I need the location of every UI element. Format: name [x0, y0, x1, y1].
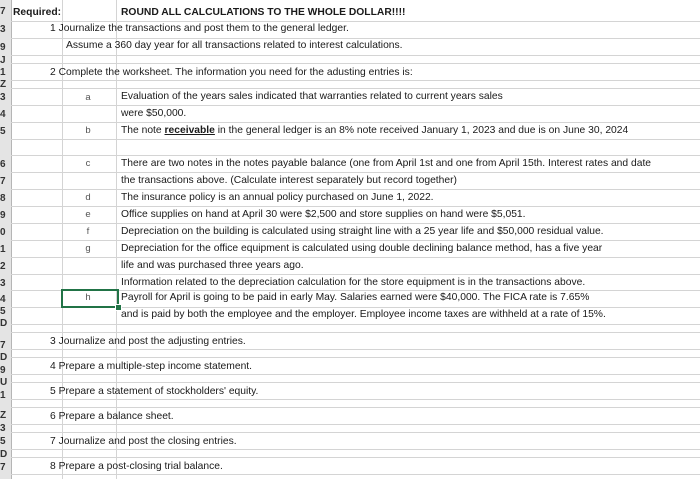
grid-row-line: [11, 80, 700, 81]
adjustment-letter-b[interactable]: b: [85, 125, 91, 136]
adjustment-h-line-2[interactable]: and is paid by both the employee and the employer. Employee income taxes are withheld at a rate of 15%.: [121, 309, 606, 320]
adjustment-letter-h[interactable]: h: [85, 292, 91, 303]
row-number[interactable]: 1: [0, 390, 6, 401]
row-number[interactable]: 7: [0, 6, 6, 17]
grid-row-line: [11, 122, 700, 123]
row-number[interactable]: 0: [0, 227, 6, 238]
row-number[interactable]: 7: [0, 462, 6, 473]
adjustment-letter-f[interactable]: f: [86, 226, 90, 237]
rounding-note[interactable]: ROUND ALL CALCULATIONS TO THE WHOLE DOLLAR!!!!: [121, 7, 406, 18]
row-number[interactable]: 9: [0, 365, 6, 376]
row-number[interactable]: 7: [0, 176, 6, 187]
task-3[interactable]: 3 Journalize and post the adjusting entries.: [50, 336, 246, 347]
adjustment-b-text-1: The note: [121, 125, 165, 136]
adjustment-b-text-2: in the general ledger is an 8% note received January 1, 2023 and due is on June 30, 2024: [214, 125, 629, 136]
adjustment-g-line-2[interactable]: life and was purchased three years ago.: [121, 260, 304, 271]
grid-row-line: [11, 55, 700, 56]
row-number[interactable]: Z: [0, 410, 7, 421]
grid-row-line: [11, 382, 700, 383]
row-number[interactable]: 7: [0, 340, 6, 351]
row-number[interactable]: D: [0, 318, 8, 329]
grid-row-line: [11, 449, 700, 450]
row-number[interactable]: 8: [0, 193, 6, 204]
row-number[interactable]: 1: [0, 244, 6, 255]
adjustment-d-line-1[interactable]: The insurance policy is an annual policy purchased on June 1, 2022.: [121, 192, 434, 203]
task-7[interactable]: 7 Journalize and post the closing entries.: [50, 436, 237, 447]
grid-row-line: [11, 105, 700, 106]
grid-row-line: [11, 474, 700, 475]
task-8[interactable]: 8 Prepare a post-closing trial balance.: [50, 461, 223, 472]
row-number[interactable]: 3: [0, 24, 6, 35]
grid-row-line: [11, 424, 700, 425]
task-4[interactable]: 4 Prepare a multiple-step income statement.: [50, 361, 253, 372]
grid-row-line: [11, 374, 700, 375]
row-number[interactable]: D: [0, 352, 8, 363]
row-number[interactable]: 5: [0, 126, 6, 137]
grid-row-line: [11, 357, 700, 358]
adjustment-c-line-1[interactable]: There are two notes in the notes payable balance (one from April 1st and one from April 15th. Interest rates and date: [121, 158, 652, 169]
adjustment-h-line-1[interactable]: Payroll for April is going to be paid in early May. Salaries earned were $40,000. The FICA rate is 7.65%: [121, 292, 590, 303]
grid-row-line: [11, 332, 700, 333]
required-heading[interactable]: Required:: [13, 7, 62, 18]
row-number[interactable]: J: [0, 55, 6, 66]
adjustment-f-line-1[interactable]: Depreciation on the building is calculated using straight line with a 25 year life and $50,000 residual value.: [121, 226, 604, 237]
row-number[interactable]: D: [0, 449, 8, 460]
row-number[interactable]: 9: [0, 42, 6, 53]
row-number[interactable]: Z: [0, 79, 7, 90]
receivable-emphasis: receivable: [164, 125, 215, 136]
adjustment-e-line-1[interactable]: Office supplies on hand at April 30 were $2,500 and store supplies on hand were $5,051.: [121, 209, 526, 220]
adjustment-letter-g[interactable]: g: [85, 243, 91, 254]
task-1[interactable]: 1 Journalize the transactions and post them to the general ledger.: [50, 23, 349, 34]
grid-row-line: [11, 432, 700, 433]
adjustment-g-line-1[interactable]: Depreciation for the office equipment is calculated using double declining balance method, has a five year: [121, 243, 603, 254]
adjustment-a-line-2[interactable]: were $50,000.: [121, 108, 187, 119]
row-number[interactable]: 4: [0, 294, 6, 305]
task-2[interactable]: 2 Complete the worksheet. The information you need for the adusting entries is:: [50, 67, 413, 78]
grid-row-line: [11, 172, 700, 173]
grid-row-line: [11, 88, 700, 89]
adjustment-b-line-1[interactable]: [121, 124, 628, 137]
row-number[interactable]: U: [0, 377, 8, 388]
grid-row-line: [11, 139, 700, 140]
task-1-note[interactable]: Assume a 360 day year for all transactions related to interest calculations.: [66, 40, 403, 51]
row-number[interactable]: 3: [0, 278, 6, 289]
grid-row-line: [11, 206, 700, 207]
row-number[interactable]: 9: [0, 210, 6, 221]
adjustment-letter-c[interactable]: c: [85, 158, 91, 169]
row-number[interactable]: 5: [0, 306, 6, 317]
grid-row-line: [11, 457, 700, 458]
grid-row-line: [11, 257, 700, 258]
row-number[interactable]: 2: [0, 261, 6, 272]
grid-row-line: [11, 63, 700, 64]
adjustment-letter-d[interactable]: d: [85, 192, 91, 203]
grid-row-line: [11, 189, 700, 190]
adjustment-g-line-3[interactable]: Information related to the depreciation calculation for the store equipment is in the transactions above.: [121, 277, 586, 288]
row-number[interactable]: 1: [0, 67, 6, 78]
row-number[interactable]: 3: [0, 92, 6, 103]
grid-row-line: [11, 223, 700, 224]
grid-row-line: [11, 399, 700, 400]
row-number[interactable]: 3: [0, 423, 6, 434]
task-5[interactable]: 5 Prepare a statement of stockholders' equity.: [50, 386, 259, 397]
row-number[interactable]: 6: [0, 159, 6, 170]
grid-row-line: [11, 274, 700, 275]
grid-row-line: [11, 324, 700, 325]
adjustment-a-line-1[interactable]: Evaluation of the years sales indicated that warranties related to current years sales: [121, 91, 503, 102]
grid-row-line: [11, 349, 700, 350]
adjustment-letter-e[interactable]: e: [85, 209, 91, 220]
grid-row-line: [11, 240, 700, 241]
grid-row-line: [11, 407, 700, 408]
adjustment-c-line-2[interactable]: the transactions above. (Calculate interest separately but record together): [121, 175, 457, 186]
task-6[interactable]: 6 Prepare a balance sheet.: [50, 411, 174, 422]
adjustment-letter-a[interactable]: a: [85, 92, 91, 103]
row-number[interactable]: 4: [0, 109, 6, 120]
row-number[interactable]: 5: [0, 436, 6, 447]
grid-row-line: [11, 155, 700, 156]
